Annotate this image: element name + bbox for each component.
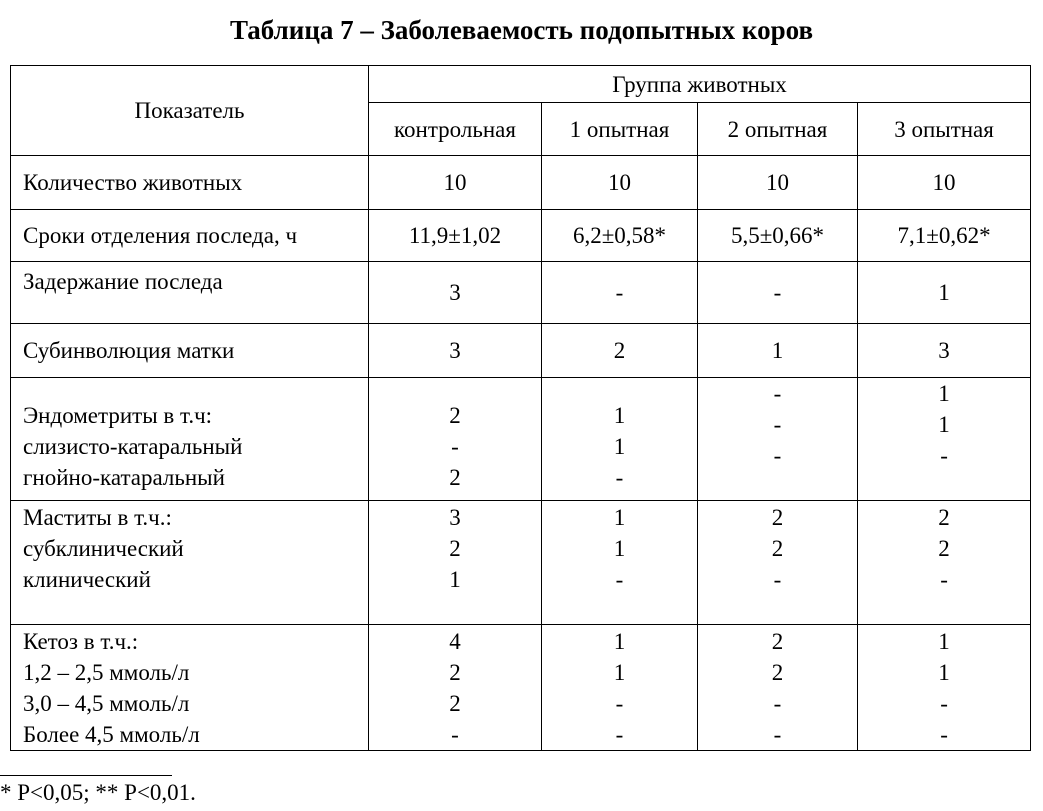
footnote-text: * Р<0,05; ** Р<0,01. [0, 780, 196, 805]
cell-value: 3 2 1 [369, 501, 542, 625]
cell-value: 10 [858, 156, 1031, 210]
cell-value: 3 [369, 324, 542, 378]
row-label: Эндометриты в т.ч: слизисто-катаральный гнойно-катаральный [11, 378, 369, 501]
cell-value: 7,1±0,62* [858, 210, 1031, 262]
footnote-rule [0, 775, 172, 776]
row-label: Задержание последа [11, 262, 369, 324]
cell-value: - [698, 262, 858, 324]
cell-value: 3 [858, 324, 1031, 378]
cell-value: 1 1 - - [858, 625, 1031, 751]
cell-value: 5,5±0,66* [698, 210, 858, 262]
table-row [11, 262, 1031, 324]
row-label: Количество животных [11, 156, 369, 210]
morbidity-table [10, 65, 1031, 751]
cell-value: 10 [542, 156, 698, 210]
footnote [0, 778, 196, 808]
row-label: Маститы в т.ч.: субклинический клинический [11, 501, 369, 625]
cell-value: 4 2 2 - [369, 625, 542, 751]
cell-value: 1 1 - [542, 378, 698, 501]
table-row [11, 324, 1031, 378]
cell-value: 1 1 - - [542, 625, 698, 751]
cell-value: 2 2 - - [698, 625, 858, 751]
row-label: Сроки отделения последа, ч [11, 210, 369, 262]
cell-value: - - - [698, 378, 858, 501]
table-row [11, 625, 1031, 751]
column-header-control: контрольная [369, 103, 542, 156]
group-header: Группа животных [369, 66, 1031, 103]
cell-value: 2 2 - [858, 501, 1031, 625]
cell-value: 3 [369, 262, 542, 324]
cell-value: 2 - 2 [369, 378, 542, 501]
cell-value: - [542, 262, 698, 324]
column-header-exp2: 2 опытная [698, 103, 858, 156]
column-header-exp3: 3 опытная [858, 103, 1031, 156]
cell-value: 6,2±0,58* [542, 210, 698, 262]
table-row [11, 210, 1031, 262]
header-row-group [11, 66, 1031, 103]
table-title: Таблица 7 – Заболеваемость подопытных коров [229, 15, 814, 45]
cell-value: 10 [698, 156, 858, 210]
cell-value: 1 [698, 324, 858, 378]
cell-value: 11,9±1,02 [369, 210, 542, 262]
column-header-exp1: 1 опытная [542, 103, 698, 156]
cell-value: 2 2 - [698, 501, 858, 625]
cell-value: 10 [369, 156, 542, 210]
cell-value: 1 [858, 262, 1031, 324]
table-row [11, 378, 1031, 501]
table-row [11, 156, 1031, 210]
table-row [11, 501, 1031, 625]
indicator-header: Показатель [11, 66, 369, 156]
row-label: Субинволюция матки [11, 324, 369, 378]
cell-value: 1 1 - [858, 378, 1031, 501]
cell-value: 1 1 - [542, 501, 698, 625]
row-label: Кетоз в т.ч.: 1,2 – 2,5 ммоль/л 3,0 – 4,5 ммоль/л Более 4,5 ммоль/л [11, 625, 369, 751]
cell-value: 2 [542, 324, 698, 378]
